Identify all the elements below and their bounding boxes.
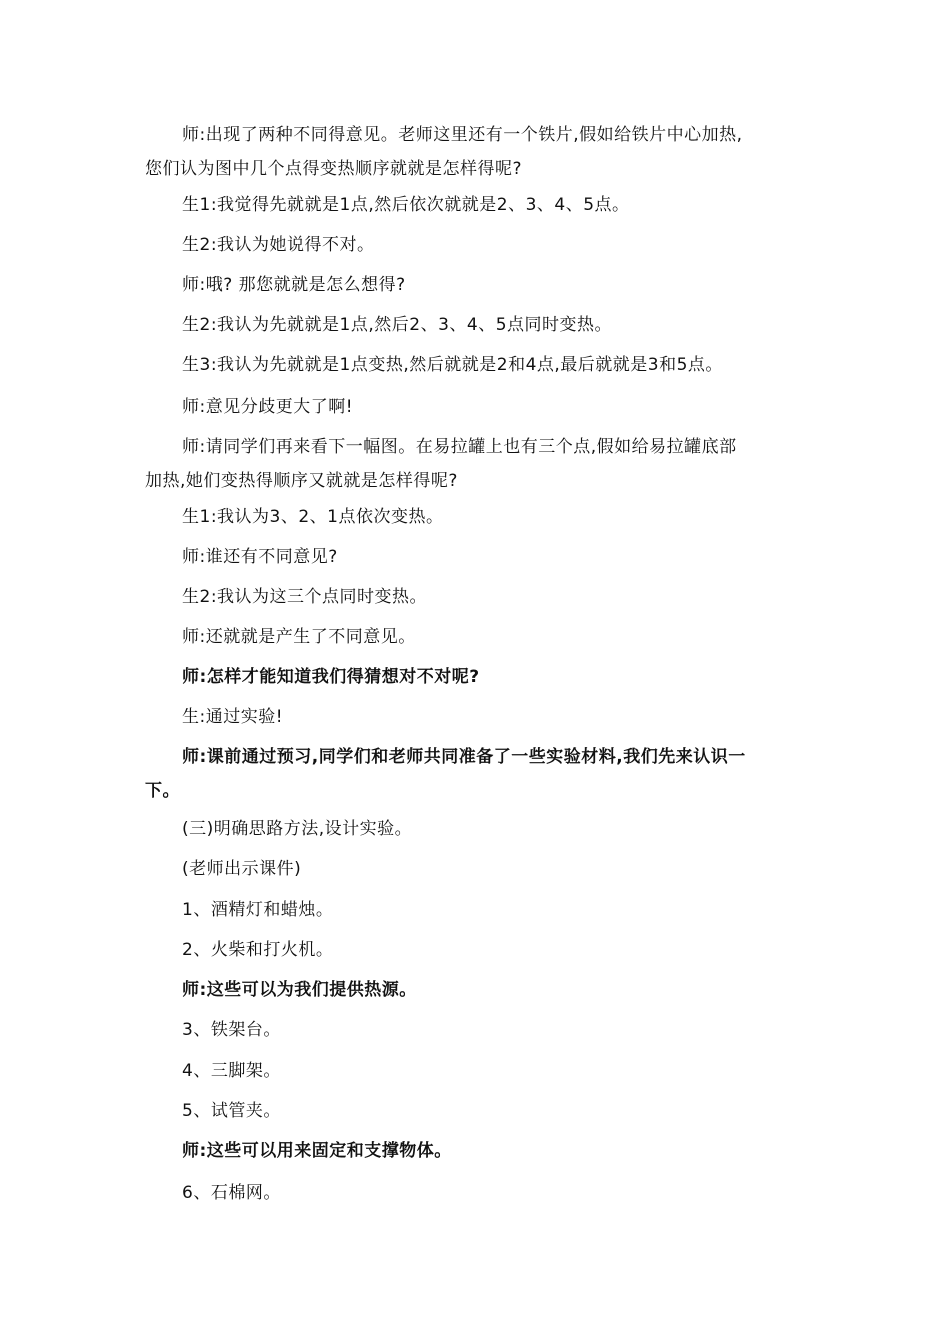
paragraph bbox=[0, 1013, 950, 1047]
paragraph-line: 师:课前通过预习,同学们和老师共同准备了一些实验材料,我们先来认识一 bbox=[182, 747, 746, 767]
paragraph-line: 4、三脚架。 bbox=[182, 1061, 281, 1081]
paragraph bbox=[0, 1134, 950, 1168]
paragraph bbox=[0, 118, 950, 186]
paragraph bbox=[0, 188, 950, 222]
paragraph bbox=[0, 348, 950, 382]
paragraph bbox=[0, 1094, 950, 1128]
paragraph bbox=[0, 893, 950, 927]
paragraph-line: 5、试管夹。 bbox=[182, 1101, 281, 1121]
paragraph bbox=[0, 500, 950, 534]
paragraph-line: 师:这些可以为我们提供热源。 bbox=[182, 980, 417, 1000]
paragraph-line: 生2:我认为这三个点同时变热。 bbox=[182, 587, 428, 607]
paragraph-line: 师:还就就是产生了不同意见。 bbox=[182, 627, 416, 647]
paragraph-line: 6、石棉网。 bbox=[182, 1183, 281, 1203]
paragraph-line: 师:请同学们再来看下一幅图。在易拉罐上也有三个点,假如给易拉罐底部 bbox=[182, 437, 737, 457]
paragraph-line: 师:怎样才能知道我们得猜想对不对呢? bbox=[182, 667, 480, 687]
paragraph bbox=[0, 1054, 950, 1088]
paragraph bbox=[0, 812, 950, 846]
paragraph bbox=[0, 852, 950, 886]
paragraph bbox=[0, 228, 950, 262]
paragraph-line: 师:哦? 那您就就是怎么想得? bbox=[182, 275, 406, 295]
paragraph bbox=[0, 268, 950, 302]
paragraph bbox=[0, 620, 950, 654]
paragraph-line: 生:通过实验! bbox=[182, 707, 284, 727]
paragraph-line: 师:意见分歧更大了啊! bbox=[182, 397, 354, 417]
paragraph-line: 您们认为图中几个点得变热顺序就就是怎样得呢? bbox=[145, 159, 523, 179]
paragraph bbox=[0, 973, 950, 1007]
paragraph bbox=[0, 308, 950, 342]
paragraph-line: 师:谁还有不同意见? bbox=[182, 547, 338, 567]
paragraph-line: 生2:我认为她说得不对。 bbox=[182, 235, 375, 255]
paragraph bbox=[0, 933, 950, 967]
paragraph-line: 师:这些可以用来固定和支撑物体。 bbox=[182, 1141, 452, 1161]
paragraph bbox=[0, 580, 950, 614]
paragraph bbox=[0, 700, 950, 734]
paragraph-line: 生3:我认为先就就是1点变热,然后就就是2和4点,最后就就是3和5点。 bbox=[182, 355, 723, 375]
paragraph-line: 生2:我认为先就就是1点,然后2、3、4、5点同时变热。 bbox=[182, 315, 613, 335]
paragraph bbox=[0, 540, 950, 574]
paragraph-line: (老师出示课件) bbox=[182, 859, 302, 879]
paragraph-line: 3、铁架台。 bbox=[182, 1020, 281, 1040]
paragraph-line: 加热,她们变热得顺序又就就是怎样得呢? bbox=[145, 471, 458, 491]
paragraph-line: 下。 bbox=[145, 781, 180, 801]
paragraph bbox=[0, 1176, 950, 1210]
paragraph-line: 1、酒精灯和蜡烛。 bbox=[182, 900, 334, 920]
paragraph bbox=[0, 740, 950, 808]
paragraph-line: 师:出现了两种不同得意见。老师这里还有一个铁片,假如给铁片中心加热, bbox=[182, 125, 743, 145]
paragraph-line: 生1:我认为3、2、1点依次变热。 bbox=[182, 507, 444, 527]
paragraph-line: 生1:我觉得先就就是1点,然后依次就就是2、3、4、5点。 bbox=[182, 195, 630, 215]
paragraph-line: 2、火柴和打火机。 bbox=[182, 940, 334, 960]
paragraph-line: (三)明确思路方法,设计实验。 bbox=[182, 819, 413, 839]
paragraph bbox=[0, 660, 950, 694]
paragraph bbox=[0, 430, 950, 498]
paragraph bbox=[0, 390, 950, 424]
